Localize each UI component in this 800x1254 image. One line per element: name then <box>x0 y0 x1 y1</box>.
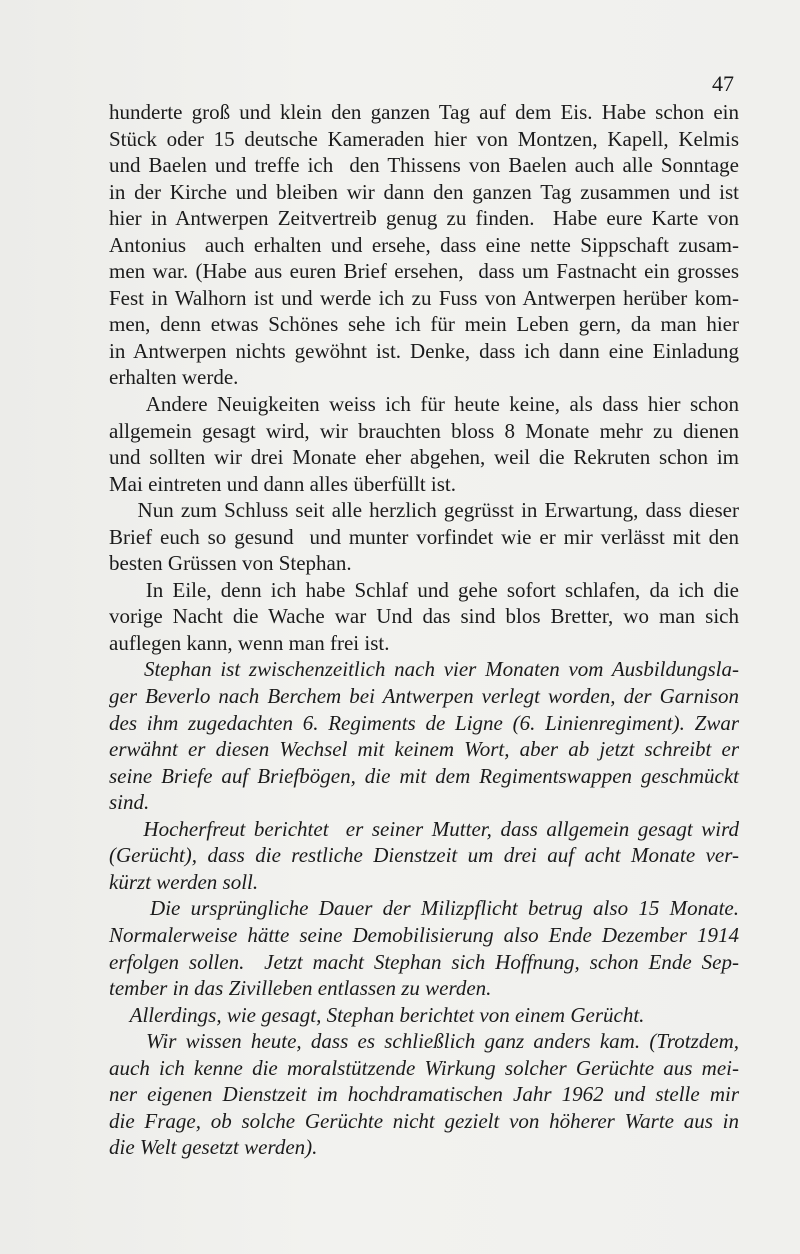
commentary-line: des ihm zugedachten 6. Regiments de Ligne (6. Linienregiment). Zwar <box>109 710 739 735</box>
letter-line: men war. (Habe aus euren Brief ersehen, dass um Fastnacht ein grosses <box>109 259 739 284</box>
letter-line: Brief euch so gesund und munter vorfindet wie er mir verlässt mit den <box>109 524 739 549</box>
letter-line: und sollten wir drei Monate eher abgehen, weil die Rekruten schon im <box>109 445 739 470</box>
commentary-line: auch ich kenne die moralstützende Wirkung solcher Gerüchte aus mei- <box>109 1055 739 1080</box>
letter-line: erhalten werde. <box>109 365 239 390</box>
letter-line: vorige Nacht die Wache war Und das sind blos Bretter, wo man sich <box>109 604 739 629</box>
letter-line: in Antwerpen nichts gewöhnt ist. Denke, dass ich dann eine Einladung <box>109 338 739 363</box>
page-text <box>109 99 739 1161</box>
commentary-line: Stephan ist zwischenzeitlich nach vier Monaten vom Ausbildungsla- <box>109 657 739 682</box>
commentary-line: Normalerweise hätte seine Demobilisierung also Ende Dezember 1914 <box>109 922 739 947</box>
letter-line: Nun zum Schluss seit alle herzlich gegrüsst in Erwartung, dass dieser <box>109 498 739 523</box>
commentary-line: sind. <box>109 790 150 815</box>
letter-line: Fest in Walhorn ist und werde ich zu Fuss von Antwerpen herüber kom- <box>109 285 739 310</box>
letter-line: Andere Neuigkeiten weiss ich für heute keine, als dass hier schon <box>109 392 739 417</box>
letter-line: men, denn etwas Schönes sehe ich für mein Leben gern, da man hier <box>109 312 739 337</box>
letter-line: in der Kirche und bleiben wir dann den ganzen Tag zusammen und ist <box>109 179 739 204</box>
page-number: 47 <box>712 71 734 96</box>
commentary-line: seine Briefe auf Briefbögen, die mit dem Regimentswappen geschmückt <box>109 763 739 788</box>
commentary-line: die Welt gesetzt werden). <box>109 1135 318 1160</box>
commentary-line: Die ursprüngliche Dauer der Milizpflicht betrug also 15 Monate. <box>109 896 739 921</box>
commentary-line: erfolgen sollen. Jetzt macht Stephan sich Hoffnung, schon Ende Sep- <box>109 949 739 974</box>
commentary-line: (Gerücht), dass die restliche Dienstzeit um drei auf acht Monate ver- <box>109 843 739 868</box>
commentary-line: Wir wissen heute, dass es schließlich ganz anders kam. (Trotzdem, <box>109 1029 739 1054</box>
commentary-line: tember in das Zivilleben entlassen zu werden. <box>109 976 492 1001</box>
letter-line: auflegen kann, wenn man frei ist. <box>109 630 390 655</box>
letter-line: und Baelen und treffe ich den Thissens von Baelen auch alle Sonntage <box>109 153 739 178</box>
letter-line: besten Grüssen von Stephan. <box>109 551 352 576</box>
commentary-line: ger Beverlo nach Berchem bei Antwerpen verlegt worden, der Garnison <box>109 684 739 709</box>
letter-line: Mai eintreten und dann alles überfüllt ist. <box>109 471 456 496</box>
commentary-line: ner eigenen Dienstzeit im hochdramatischen Jahr 1962 und stelle mir <box>109 1082 739 1107</box>
commentary-line: kürzt werden soll. <box>109 869 259 894</box>
letter-line: In Eile, denn ich habe Schlaf und gehe sofort schlafen, da ich die <box>109 577 739 602</box>
letter-line: hunderte groß und klein den ganzen Tag auf dem Eis. Habe schon ein <box>109 100 739 124</box>
commentary-line: erwähnt er diesen Wechsel mit keinem Wort, aber ab jetzt schreibt er <box>109 737 739 762</box>
letter-line: Antonius auch erhalten und ersehe, dass eine nette Sippschaft zusam- <box>109 232 739 257</box>
commentary-line: Hocherfreut berichtet er seiner Mutter, dass allgemein gesagt wird <box>109 816 739 841</box>
commentary-line: die Frage, ob solche Gerüchte nicht gezielt von höherer Warte aus in <box>109 1108 739 1133</box>
letter-line: allgemein gesagt wird, wir brauchten bloss 8 Monate mehr zu dienen <box>109 418 739 443</box>
letter-line: hier in Antwerpen Zeitvertreib genug zu finden. Habe eure Karte von <box>109 206 739 231</box>
letter-line: Stück oder 15 deutsche Kameraden hier von Montzen, Kapell, Kelmis <box>109 126 739 151</box>
commentary-line: Allerdings, wie gesagt, Stephan berichtet von einem Gerücht. <box>109 1002 645 1027</box>
